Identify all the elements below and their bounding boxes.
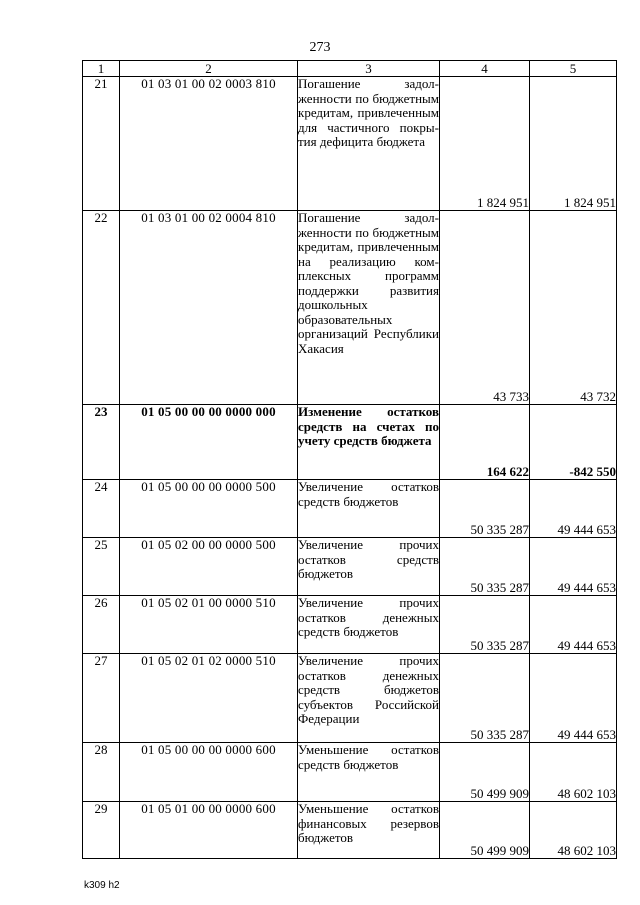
table-row xyxy=(83,596,617,654)
table-row xyxy=(83,802,617,859)
amount-col4: 1 824 951 xyxy=(440,77,530,211)
row-description: Увеличение прочих остатков средств бюджетов xyxy=(298,538,440,596)
amount-col4: 50 335 287 xyxy=(440,654,530,743)
budget-code: 01 05 02 01 00 0000 510 xyxy=(120,596,298,654)
budget-code: 01 05 00 00 00 0000 000 xyxy=(120,405,298,480)
budget-code: 01 05 02 01 02 0000 510 xyxy=(120,654,298,743)
footer-code: k309 h2 xyxy=(84,880,120,891)
column-header-1: 1 xyxy=(83,61,120,77)
row-description: Изменение остатков средств на счетах по учету средств бюджета xyxy=(298,405,440,480)
row-description: Увеличение прочих остатков денежных средств бюджетов xyxy=(298,596,440,654)
amount-col5: 48 602 103 xyxy=(530,802,617,859)
amount-col5: 49 444 653 xyxy=(530,596,617,654)
row-number: 25 xyxy=(83,538,120,596)
amount-col5: 49 444 653 xyxy=(530,480,617,538)
amount-col5: 48 602 103 xyxy=(530,743,617,802)
table-row xyxy=(83,211,617,405)
row-number: 27 xyxy=(83,654,120,743)
budget-code: 01 03 01 00 02 0004 810 xyxy=(120,211,298,405)
amount-col4: 50 335 287 xyxy=(440,480,530,538)
page-number: 273 xyxy=(309,40,331,55)
row-number: 22 xyxy=(83,211,120,405)
row-number: 26 xyxy=(83,596,120,654)
amount-col5: 49 444 653 xyxy=(530,654,617,743)
row-description: Уменьшение остатков средств бюджетов xyxy=(298,743,440,802)
budget-code: 01 05 01 00 00 0000 600 xyxy=(120,802,298,859)
column-header-4: 4 xyxy=(440,61,530,77)
row-description: Погашение задолженности по бюджетным кредитам, привлеченным для частичного покрытия дефицита бюджета xyxy=(298,77,440,211)
amount-col4: 50 335 287 xyxy=(440,538,530,596)
budget-code: 01 05 00 00 00 0000 600 xyxy=(120,743,298,802)
budget-code: 01 05 02 00 00 0000 500 xyxy=(120,538,298,596)
row-number: 28 xyxy=(83,743,120,802)
amount-col4: 50 499 909 xyxy=(440,802,530,859)
column-header-2: 2 xyxy=(120,61,298,77)
table-row xyxy=(83,405,617,480)
row-description: Погашение задолженности по бюджетным кредитам, привлеченным на реализацию комплексных программ поддержки развития дошкольных образовательных организаций Республики Хакасия xyxy=(298,211,440,405)
table-row xyxy=(83,538,617,596)
column-header-5: 5 xyxy=(530,61,617,77)
table-row xyxy=(83,77,617,211)
budget-table xyxy=(82,60,617,859)
amount-col4: 164 622 xyxy=(440,405,530,480)
budget-code: 01 03 01 00 02 0003 810 xyxy=(120,77,298,211)
amount-col5: 49 444 653 xyxy=(530,538,617,596)
amount-col4: 50 499 909 xyxy=(440,743,530,802)
amount-col5: 43 732 xyxy=(530,211,617,405)
amount-col4: 43 733 xyxy=(440,211,530,405)
table-row xyxy=(83,480,617,538)
budget-code: 01 05 00 00 00 0000 500 xyxy=(120,480,298,538)
row-number: 23 xyxy=(83,405,120,480)
table-row xyxy=(83,654,617,743)
row-number: 24 xyxy=(83,480,120,538)
amount-col5: 1 824 951 xyxy=(530,77,617,211)
column-header-3: 3 xyxy=(298,61,440,77)
amount-col5: -842 550 xyxy=(530,405,617,480)
table-row xyxy=(83,743,617,802)
row-number: 29 xyxy=(83,802,120,859)
row-description: Увеличение остатков средств бюджетов xyxy=(298,480,440,538)
row-description: Увеличение прочих остатков денежных средств бюджетов субъектов Российской Федерации xyxy=(298,654,440,743)
column-number-header-row xyxy=(83,61,617,77)
amount-col4: 50 335 287 xyxy=(440,596,530,654)
row-description: Уменьшение остатков финансовых резервов бюджетов xyxy=(298,802,440,859)
row-number: 21 xyxy=(83,77,120,211)
